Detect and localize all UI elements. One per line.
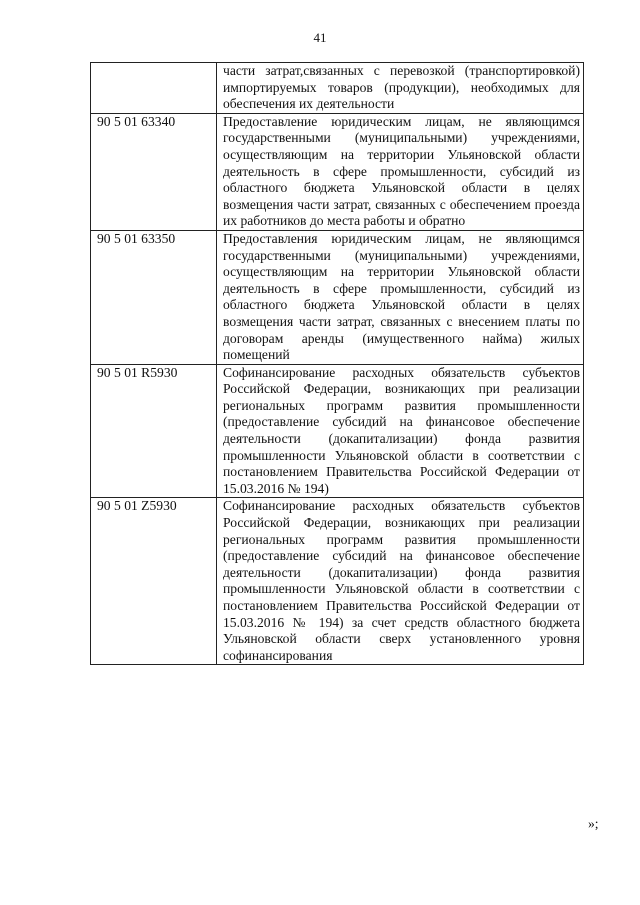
- budget-codes-table: [90, 62, 584, 665]
- description-cell: Софинансирование расходных обязательств субъектов Российской Федерации, возникающих при реализации региональных программ развития промышленности (предоставление субсидий на финансовое обеспечение деятельности (докапитализации) фонда развития промышленности Ульяновской области в соответствии с постановлением Правительства Российской Федерации от 15.03.2016 № 194): [217, 364, 584, 498]
- description-cell: части затрат,связанных с перевозкой (транспортировкой) импортируемых товаров (продукции), необходимых для обеспечения их деятельности: [217, 63, 584, 114]
- table-row: [91, 113, 584, 230]
- table-row: [91, 364, 584, 498]
- budget-code-cell: 90 5 01 R5930: [91, 364, 217, 498]
- description-cell: Софинансирование расходных обязательств субъектов Российской Федерации, возникающих при реализации региональных программ развития промышленности (предоставление субсидий на финансовое обеспечение деятельности (докапитализации) фонда развития промышленности Ульяновской области в соответствии с постановлением Правительства Российской Федерации от 15.03.2016 № 194) за счет средств областного бюджета Ульяновской области сверх установленного уровня софинансирования: [217, 498, 584, 665]
- budget-code-cell: 90 5 01 63350: [91, 230, 217, 364]
- page-number: 41: [313, 30, 327, 45]
- budget-code-cell: 90 5 01 Z5930: [91, 498, 217, 665]
- description-cell: Предоставления юридическим лицам, не являющимся государственными (муниципальными) учреждениями, осуществляющим на территории Ульяновской области деятельность в сфере промышленности, субсидий из областного бюджета Ульяновской области в целях возмещения части затрат, связанных с внесением платы по договорам аренды (имущественного найма) жилых помещений: [217, 230, 584, 364]
- budget-code-cell: 90 5 01 63340: [91, 113, 217, 230]
- table-row: [91, 498, 584, 665]
- table-row: [91, 230, 584, 364]
- table-row: [91, 63, 584, 114]
- budget-code-cell: [91, 63, 217, 114]
- closing-quote-mark: »;: [588, 816, 599, 831]
- description-cell: Предоставление юридическим лицам, не являющимся государственными (муниципальными) учреждениями, осуществляющим на территории Ульяновской области деятельность в сфере промышленности, субсидий из областного бюджета Ульяновской области в целях возмещения части затрат, связанных с обеспечением проезда их работников до места работы и обратно: [217, 113, 584, 230]
